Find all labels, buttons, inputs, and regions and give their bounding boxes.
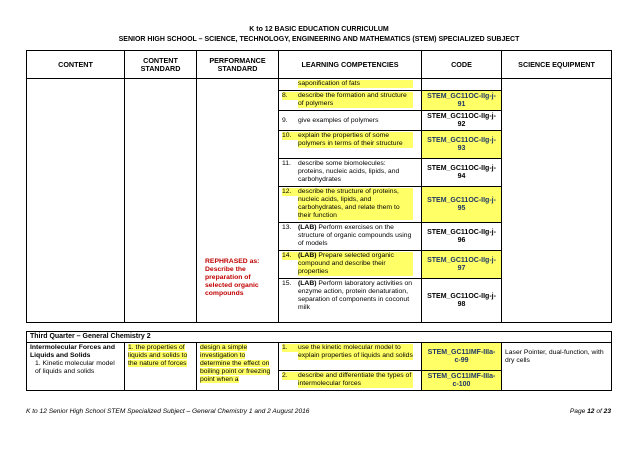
competency-number: 14.: [282, 252, 298, 260]
competency-number: 10.: [282, 132, 298, 140]
code-cell: STEM_GC11OC-IIg-j-92: [422, 111, 502, 131]
code-cell: STEM_GC11OC-IIg-j-94: [422, 159, 502, 187]
content-standard-cell: [125, 79, 197, 323]
competency-text: describe the structure of proteins, nucleic acids, lipids, and carbohydrates, and relate them to their function: [298, 188, 413, 220]
competency-text: saponification of fats: [298, 80, 413, 88]
col-header-code: CODE: [422, 51, 502, 79]
competency-number: 2.: [282, 372, 298, 380]
equipment-cell: [502, 79, 612, 323]
competency-cell: [279, 223, 422, 251]
quarter-table: [26, 331, 612, 391]
competency-number: 11.: [282, 160, 291, 167]
lab-tag: (LAB): [298, 224, 317, 231]
code-cell: [422, 79, 502, 91]
competency-number: 13.: [282, 224, 292, 231]
code-cell: STEM_GC11OC-IIg-j-95: [422, 187, 502, 223]
code-cell: STEM_GC11OC-IIg-j-98: [422, 279, 502, 323]
competency-text: describe and differentiate the types of intermolecular forces: [298, 372, 412, 387]
curriculum-table: [26, 50, 612, 323]
competency-text: use the kinetic molecular model to explain properties of liquids and solids: [298, 344, 413, 359]
code-cell: STEM_GC11OC-IIg-j-97: [422, 251, 502, 279]
code-cell: STEM_GC11OC-IIg-j-96: [422, 223, 502, 251]
competency-number: 12.: [282, 188, 298, 196]
competency-text: explain the properties of some polymers in terms of their structure: [298, 132, 413, 148]
content-title: Intermolecular Forces and Liquids and Solids: [30, 344, 115, 359]
competency-number: 1.: [282, 344, 298, 352]
competency-cell: [279, 79, 422, 91]
competency-number: 9.: [282, 116, 288, 124]
code-cell: STEM_GC11IMF-IIIa-c-100: [422, 371, 502, 391]
content-cell: [27, 343, 125, 391]
content-cell: [27, 79, 125, 323]
table-row: [27, 343, 612, 371]
competency-cell: [279, 279, 422, 323]
content-standard-cell: [125, 343, 197, 391]
performance-standard-cell: [197, 343, 279, 391]
col-header-science-equipment: SCIENCE EQUIPMENT: [502, 51, 612, 79]
table-row: [27, 79, 612, 91]
col-header-content: CONTENT: [27, 51, 125, 79]
competency-cell: [279, 131, 422, 159]
rephrased-note: REPHRASED as: Describe the preparation of selected organic compounds: [205, 258, 260, 297]
competency-text: give examples of polymers: [298, 116, 379, 124]
competency-cell: [279, 343, 422, 371]
competency-cell: [279, 111, 422, 131]
competency-text: describe the formation and structure of polymers: [298, 92, 413, 108]
footer-left: K to 12 Senior High School STEM Specialized Subject – General Chemistry 1 and 2 August 2016: [26, 408, 310, 415]
col-header-content-standard: CONTENT STANDARD: [125, 51, 197, 79]
competency-cell: [279, 91, 422, 111]
table-header-row: [27, 51, 612, 79]
equipment-cell: Laser Pointer, dual-function, with dry cells: [502, 343, 612, 391]
page-total: 23: [603, 408, 611, 415]
competency-number: 15.: [282, 280, 292, 287]
code-cell: STEM_GC11OC-IIg-j-91: [422, 91, 502, 111]
page-number: [570, 408, 611, 415]
lab-tag: (LAB): [298, 252, 317, 259]
competency-cell: [279, 187, 422, 223]
page-current: 12: [587, 408, 595, 415]
page-label: Page: [569, 408, 586, 415]
quarter-heading: Third Quarter – General Chemistry 2: [27, 332, 612, 343]
col-header-learning-competencies: LEARNING COMPETENCIES: [279, 51, 422, 79]
competency-number: 8.: [282, 92, 298, 100]
doc-subtitle: SENIOR HIGH SCHOOL – SCIENCE, TECHNOLOGY, ENGINEERING AND MATHEMATICS (STEM) SPECIALIZED SUBJECT: [118, 36, 520, 43]
page-of: of: [596, 408, 602, 415]
content-standard-text: 1. the properties of liquids and solids to the nature of forces: [128, 344, 188, 367]
competency-cell: [279, 251, 422, 279]
col-header-performance-standard: PERFORMANCE STANDARD: [197, 51, 279, 79]
performance-standard-text: design a simple investigation to determine the effect on boiling point or freezing point when a: [200, 344, 271, 383]
competency-cell: [279, 371, 422, 391]
content-item: 1. Kinetic molecular model of liquids and solids: [35, 360, 115, 375]
competency-cell: [279, 159, 422, 187]
competency-text: Perform laboratory activities on enzyme action, protein denaturation, separation of components in coconut milk: [298, 280, 413, 311]
quarter-row: [27, 332, 612, 343]
lab-tag: (LAB): [298, 280, 317, 287]
code-cell: STEM_GC11OC-IIg-j-93: [422, 131, 502, 159]
doc-title: K to 12 BASIC EDUCATION CURRICULUM: [249, 26, 389, 33]
competency-text: describe some biomolecules: proteins, nucleic acids, lipids, and carbohydrates: [298, 160, 400, 183]
code-cell: STEM_GC11IMF-IIIa-c-99: [422, 343, 502, 371]
competency-text: Prepare selected organic compound and describe their properties: [298, 252, 394, 275]
competency-text: Perform exercises on the structure of organic compounds using of models: [298, 224, 412, 247]
